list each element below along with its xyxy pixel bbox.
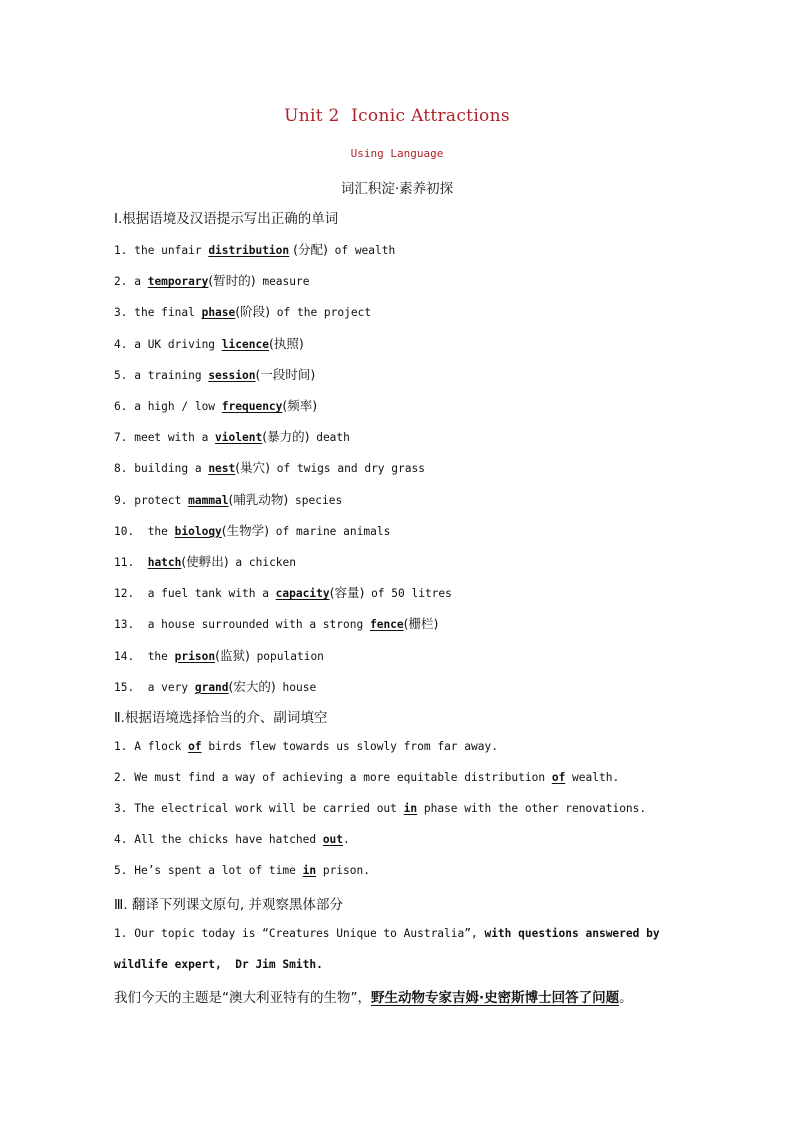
answer-word: licence [221, 337, 269, 351]
answer-word: temporary [147, 275, 209, 289]
sentence-bold-cont: wildlife expert, Dr Jim Smith. [114, 958, 323, 971]
page-title: Unit 2 Iconic Attractions [284, 106, 510, 126]
answer-word: nest [208, 462, 236, 476]
item-text: . [343, 833, 350, 846]
item-number: 3. [114, 802, 128, 815]
chinese-hint: (栅栏) [403, 616, 439, 632]
answer-word: session [208, 368, 256, 382]
item-number: 9. [114, 493, 128, 507]
item-text: of twigs and dry grass [270, 462, 425, 476]
item-text: a fuel tank with a [134, 587, 276, 601]
part3-sentence-line2 [114, 958, 323, 971]
chinese-hint: (监狱) [215, 647, 250, 663]
item-number: 6. [114, 400, 128, 413]
item-text: protect [127, 493, 189, 507]
part1-item [114, 365, 315, 383]
translation-bold: 野生动物专家吉姆·史密斯博士回答了问题 [371, 990, 620, 1006]
answer-word: phase [201, 306, 236, 320]
page-subtitle: Using Language [350, 147, 444, 160]
part1-item [114, 302, 371, 320]
part1-heading: Ⅰ.根据语境及汉语提示写出正确的单词 [114, 211, 339, 227]
chinese-hint: (使孵出) [181, 554, 229, 569]
part2-item [114, 802, 646, 815]
chinese-hint: (暴力的) [262, 429, 310, 445]
answer-word: fence [369, 618, 404, 632]
answer-word: in [403, 802, 418, 815]
part1-item [114, 427, 350, 445]
item-number: 14. [114, 649, 135, 663]
part2-heading: Ⅱ.根据语境选择恰当的介、副词填空 [114, 710, 328, 726]
item-text: wealth. [565, 771, 620, 784]
part1-item [114, 521, 390, 539]
chinese-hint: (哺乳动物) [228, 491, 289, 507]
chinese-hint: (执照) [268, 335, 304, 351]
answer-word: of [188, 740, 202, 753]
chinese-hint: (暂时的) [208, 273, 256, 289]
part3-translation [114, 986, 633, 1006]
answer-word: in [302, 864, 317, 877]
chinese-hint: (分配) [289, 242, 328, 257]
item-text: the final [127, 306, 202, 320]
item-text: prison. [316, 864, 370, 877]
item-text: house [275, 680, 317, 694]
chinese-hint: (频率) [282, 398, 318, 413]
item-text: death [309, 431, 350, 445]
answer-word: prison [174, 649, 216, 663]
item-number: 7. [114, 431, 128, 445]
item-number: 13. [114, 618, 135, 632]
item-text: The electrical work will be carried out [127, 802, 404, 815]
answer-word: of [551, 771, 566, 784]
item-number: 1. [114, 244, 128, 257]
item-text: building a [127, 462, 209, 476]
section-header: 词汇积淀·素养初探 [340, 181, 454, 197]
chinese-hint: (阶段) [235, 304, 271, 320]
answer-word: out [322, 833, 344, 846]
chinese-hint: (巢穴) [235, 460, 271, 476]
part2-item [114, 771, 619, 784]
item-number: 10. [114, 524, 135, 538]
part1-item [114, 271, 309, 289]
item-text: of wealth [327, 244, 396, 257]
part1-item [114, 240, 395, 258]
item-text: a very [134, 680, 195, 694]
item-number: 15. [114, 680, 135, 694]
item-text: species [288, 493, 343, 507]
item-text: the [134, 524, 175, 538]
item-text: of the project [270, 306, 372, 320]
item-number: 4. [114, 833, 128, 846]
part1-item [114, 583, 452, 601]
answer-word: capacity [275, 587, 330, 601]
item-number: 5. [114, 864, 128, 877]
item-text: A flock [127, 740, 189, 753]
answer-word: hatch [147, 556, 182, 569]
item-text: a chicken [228, 556, 297, 569]
item-text: a training [127, 368, 209, 382]
item-text: We must find a way of achieving a more equitable distribution [127, 771, 552, 784]
item-number: 1. [114, 740, 128, 753]
item-text: population [249, 649, 324, 663]
item-text: a high / low [127, 400, 222, 413]
item-number: 8. [114, 462, 128, 476]
sentence-plain: 1. Our topic today is “Creatures Unique to Australia”, [114, 927, 485, 940]
part3-heading: Ⅲ. 翻译下列课文原句, 并观察黑体部分 [114, 897, 343, 913]
item-text: the unfair [127, 244, 209, 257]
item-text: of 50 litres [364, 587, 452, 601]
item-text: phase with the other renovations. [417, 802, 647, 815]
part1-item [114, 646, 324, 664]
part2-item [114, 864, 370, 877]
part1-item [114, 677, 316, 695]
chinese-hint: (容量) [329, 585, 365, 601]
item-text: a house surrounded with a strong [134, 618, 370, 632]
part1-item [114, 396, 317, 414]
item-number: 5. [114, 368, 128, 382]
chinese-hint: (生物学) [221, 522, 270, 538]
item-number: 2. [114, 771, 128, 784]
item-text: birds flew towards us slowly from far away. [201, 740, 498, 753]
answer-word: biology [174, 524, 222, 538]
part1-item [114, 490, 342, 508]
item-text: the [134, 649, 175, 663]
chinese-hint: (一段时间) [255, 366, 316, 382]
item-number: 12. [114, 587, 135, 601]
item-number: 3. [114, 306, 128, 320]
item-text: a [127, 275, 148, 289]
part1-item [114, 334, 304, 352]
item-text: All the chicks have hatched [127, 833, 323, 846]
part1-item [114, 552, 296, 570]
chinese-hint: (宏大的) [228, 678, 276, 694]
item-text: meet with a [127, 431, 216, 445]
part1-item [114, 614, 438, 632]
answer-word: frequency [221, 400, 283, 413]
answer-word: mammal [188, 493, 229, 507]
item-text: of marine animals [269, 524, 391, 538]
answer-word: distribution [208, 244, 290, 257]
answer-word: violent [215, 431, 263, 445]
item-text [134, 556, 147, 569]
item-number: 11. [114, 556, 135, 569]
part2-item [114, 833, 350, 846]
item-text: measure [255, 275, 310, 289]
translation-plain: 我们今天的主题是“澳大利亚特有的生物”， [114, 990, 371, 1006]
part2-item [114, 740, 498, 753]
sentence-bold: with questions answered by [484, 927, 660, 940]
answer-word: grand [194, 680, 229, 694]
part1-item [114, 458, 425, 476]
item-number: 4. [114, 337, 128, 351]
item-text: He’s spent a lot of time [127, 864, 303, 877]
part3-sentence-line1 [114, 927, 660, 940]
item-text: a UK driving [127, 337, 222, 351]
translation-end: 。 [619, 990, 633, 1006]
item-number: 2. [114, 275, 128, 289]
